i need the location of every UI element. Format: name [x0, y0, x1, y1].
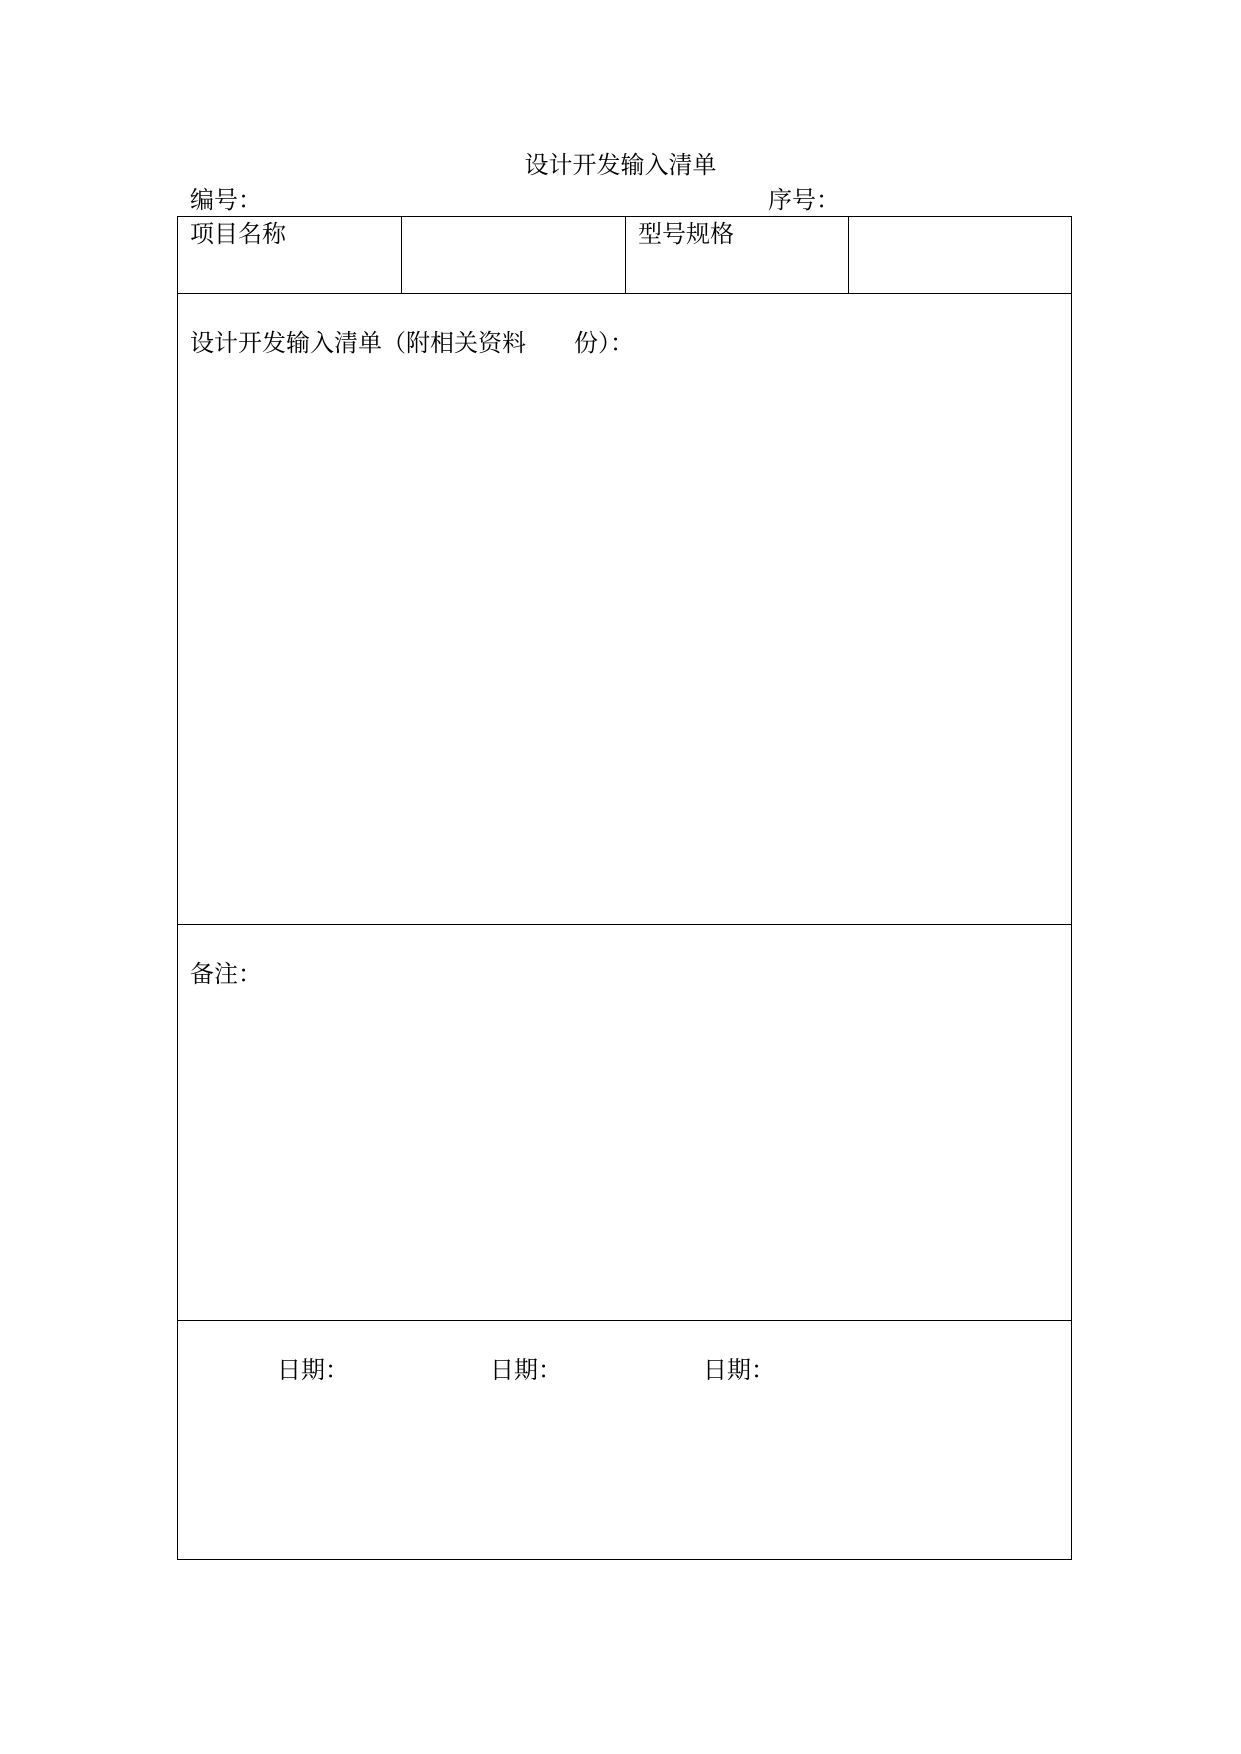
- input-list-label: 设计开发输入清单（附相关资料 份）：: [190, 329, 634, 357]
- document-title: 设计开发输入清单: [524, 151, 717, 179]
- input-list-section: [178, 294, 1071, 925]
- project-name-label-cell: [178, 217, 402, 294]
- project-name-value-cell: [402, 217, 626, 294]
- model-spec-label-cell: [626, 217, 849, 294]
- date-label: 日期：: [703, 1356, 775, 1384]
- signature-section: [178, 1321, 1071, 1559]
- model-spec-value-cell: [849, 217, 1071, 294]
- remarks-section: [178, 925, 1071, 1321]
- serial-label: 序号：: [768, 186, 840, 214]
- form-table: [177, 216, 1072, 1560]
- project-name-label: 项目名称: [190, 220, 286, 248]
- date-label: 日期：: [490, 1356, 562, 1384]
- date-label: 日期：: [277, 1356, 349, 1384]
- model-spec-label: 型号规格: [638, 220, 734, 248]
- remarks-label: 备注：: [190, 960, 262, 988]
- number-label: 编号：: [190, 186, 262, 214]
